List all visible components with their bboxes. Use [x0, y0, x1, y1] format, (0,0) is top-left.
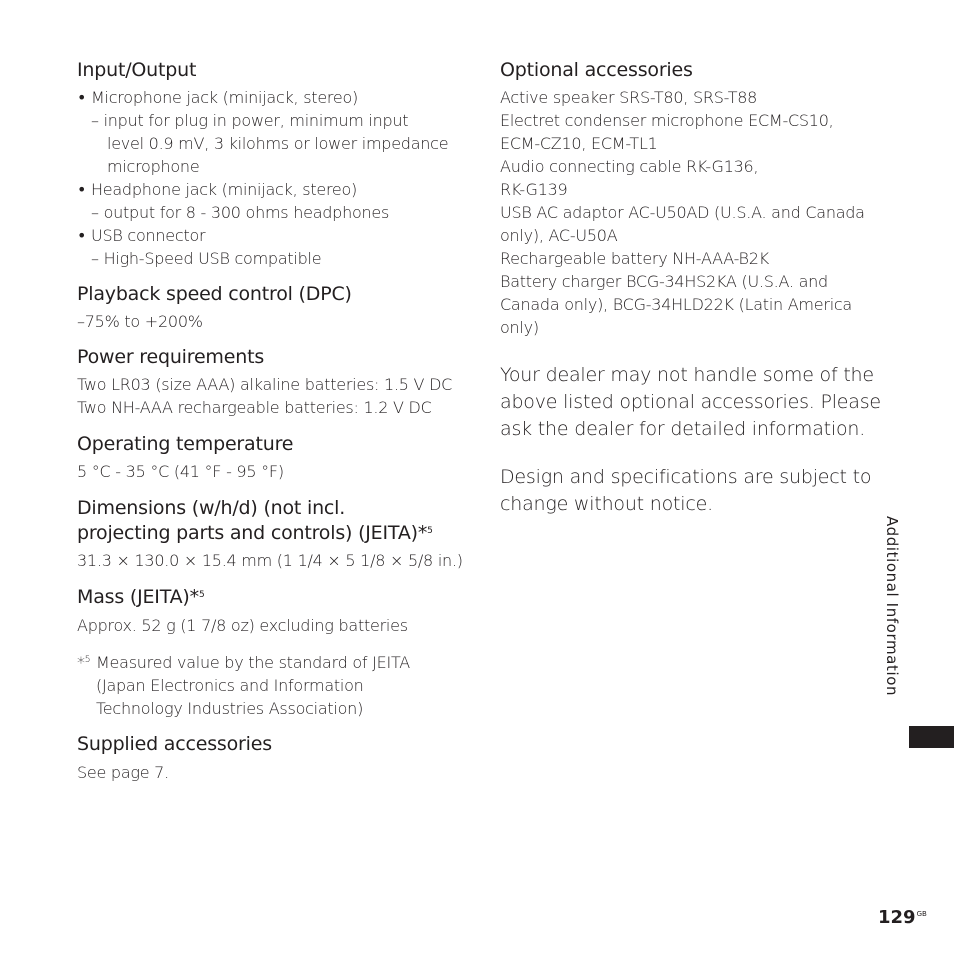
optional-line: Active speaker SRS-T80, SRS-T88 — [500, 88, 758, 107]
heading-supplied-accessories: Supplied accessories — [77, 733, 272, 755]
page-number-suffix: GB — [916, 910, 927, 918]
optional-line: Battery charger BCG-34HS2KA (U.S.A. and — [500, 272, 828, 291]
footnote-ref: 5 — [198, 590, 205, 600]
optional-line: Electret condenser microphone ECM-CS10, — [500, 111, 834, 130]
heading-dimensions-text: projecting parts and controls) (JEITA)* — [77, 522, 428, 544]
footnote-ref: 5 — [427, 526, 433, 536]
footnote-marker — [77, 651, 90, 674]
page-number — [878, 907, 927, 928]
optional-line: ECM-CZ10, ECM-TL1 — [500, 134, 658, 153]
power-line: Two LR03 (size AAA) alkaline batteries: 1.5 V DC — [77, 375, 453, 394]
notice-line: change without notice. — [500, 493, 713, 515]
heading-mass — [77, 585, 204, 610]
headphone-detail: – output for 8 - 300 ohms headphones — [91, 203, 390, 222]
optional-line: RK-G139 — [500, 180, 568, 199]
footnote-number: 5 — [84, 655, 91, 665]
notice-line: Your dealer may not handle some of the — [500, 364, 874, 386]
optional-line: only), AC-U50A — [500, 226, 618, 245]
heading-optional-accessories: Optional accessories — [500, 59, 693, 81]
heading-dimensions-line2 — [77, 521, 433, 546]
optional-line: only) — [500, 318, 539, 337]
footnote-line: Technology Industries Association) — [96, 699, 364, 718]
optional-line: USB AC adaptor AC-U50AD (U.S.A. and Canada — [500, 203, 865, 222]
footnote-line: Measured value by the standard of JEITA — [96, 653, 410, 672]
mass-value: Approx. 52 g (1 7/8 oz) excluding batteries — [77, 616, 408, 635]
power-line: Two NH-AAA rechargeable batteries: 1.2 V DC — [77, 398, 432, 417]
optional-line: Rechargeable battery NH-AAA-B2K — [500, 249, 769, 268]
heading-mass-text: Mass (JEITA)* — [77, 586, 199, 608]
section-side-label: Additional Information — [883, 516, 901, 697]
mic-jack-text: Microphone jack (minijack, stereo) — [91, 88, 359, 107]
heading-dimensions: Dimensions (w/h/d) (not incl. — [77, 497, 346, 519]
footnote-asterisk: * — [77, 653, 85, 672]
bullet: • — [77, 88, 87, 107]
footnote-line: (Japan Electronics and Information — [96, 676, 364, 695]
notice-line: Design and specifications are subject to — [500, 466, 872, 488]
mic-detail-line: microphone — [107, 157, 200, 176]
bullet: • — [77, 226, 87, 245]
heading-operating-temperature: Operating temperature — [77, 433, 294, 455]
section-tab-marker — [909, 726, 954, 748]
playback-speed-value: –75% to +200% — [77, 312, 203, 331]
mic-detail-line: level 0.9 mV, 3 kilohms or lower impedance — [107, 134, 449, 153]
heading-power-requirements: Power requirements — [77, 346, 265, 368]
mic-detail-line: – input for plug in power, minimum input — [91, 111, 409, 130]
headphone-jack-text: Headphone jack (minijack, stereo) — [91, 180, 358, 199]
heading-playback-speed: Playback speed control (DPC) — [77, 283, 352, 305]
optional-line: Canada only), BCG-34HLD22K (Latin America — [500, 295, 852, 314]
supplied-accessories-value: See page 7. — [77, 763, 169, 782]
bullet: • — [77, 180, 87, 199]
page-number-value: 129 — [878, 907, 916, 928]
optional-line: Audio connecting cable RK-G136, — [500, 157, 759, 176]
temperature-value: 5 °C - 35 °C (41 °F - 95 °F) — [77, 462, 284, 481]
notice-line: above listed optional accessories. Please — [500, 391, 881, 413]
heading-input-output: Input/Output — [77, 59, 197, 81]
usb-detail: – High-Speed USB compatible — [91, 249, 322, 268]
dimensions-value: 31.3 × 130.0 × 15.4 mm (1 1/4 × 5 1/8 × 5/8 in.) — [77, 551, 463, 570]
usb-connector-text: USB connector — [91, 226, 206, 245]
notice-line: ask the dealer for detailed information. — [500, 418, 866, 440]
